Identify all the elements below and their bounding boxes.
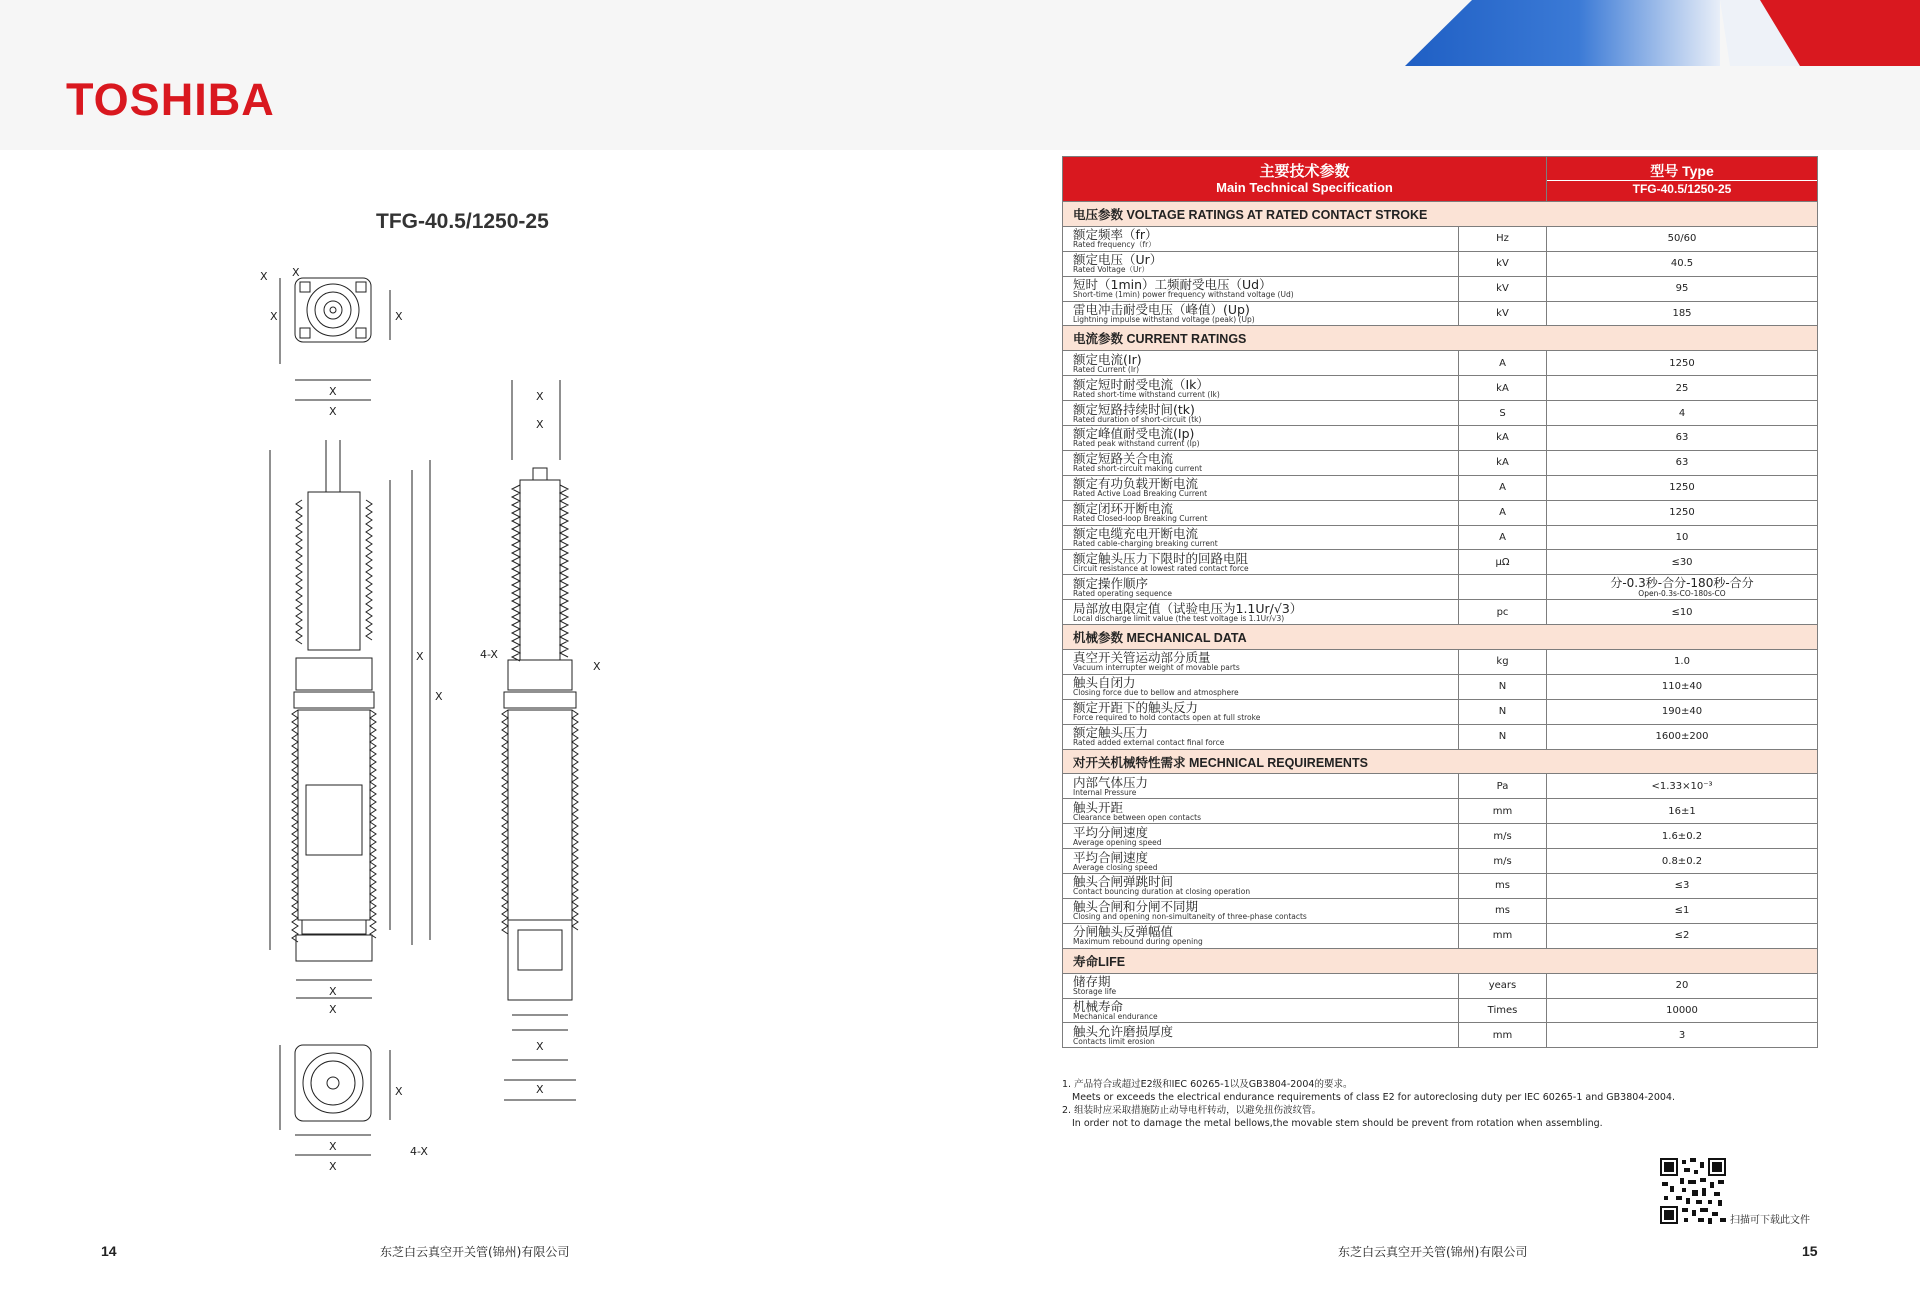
param-value: 1600±200 xyxy=(1547,724,1818,749)
param-name-cell xyxy=(1063,226,1459,251)
param-name-cell xyxy=(1063,650,1459,675)
param-name-en: Short-time (1min) power frequency withstand voltage (Ud) xyxy=(1073,290,1294,300)
table-row xyxy=(1063,450,1818,475)
param-name-cn: 内部气体压力 xyxy=(1073,774,1149,790)
type-label: 型号 Type xyxy=(1650,162,1714,179)
dim-label: X xyxy=(395,1085,403,1098)
param-unit: N xyxy=(1459,674,1547,699)
table-header-en: Main Technical Specification xyxy=(1216,180,1393,195)
section-header-row xyxy=(1063,948,1818,973)
table-row xyxy=(1063,650,1818,675)
dim-label: X xyxy=(329,405,337,418)
param-name-en: Rated operating sequence xyxy=(1073,588,1173,598)
company-name-left: 东芝白云真空开关管(锦州)有限公司 xyxy=(380,1245,570,1259)
table-header-cn: 主要技术参数 xyxy=(1259,163,1350,180)
param-name-cn: 额定触头压力 xyxy=(1073,725,1149,741)
table-row xyxy=(1063,475,1818,500)
dim-label: X xyxy=(270,310,278,323)
note-line: 1. 产品符合或超过E2级和IEC 60265-1以及GB3804-2004的要求。 xyxy=(1062,1079,1353,1090)
param-value: 4 xyxy=(1547,401,1818,426)
param-name-cn: 短时（1min）工频耐受电压（Ud） xyxy=(1073,277,1272,293)
dim-label: X xyxy=(292,266,300,279)
param-name-cell xyxy=(1063,998,1459,1023)
param-name-cell xyxy=(1063,874,1459,899)
param-value: ≤2 xyxy=(1547,923,1818,948)
section-title: 寿命LIFE xyxy=(1063,948,1818,973)
param-unit: Times xyxy=(1459,998,1547,1023)
param-value: 16±1 xyxy=(1547,799,1818,824)
dim-label: X xyxy=(329,1140,337,1153)
dim-label: X xyxy=(329,1003,337,1016)
spec-table xyxy=(1062,156,1818,1048)
param-name-cn: 额定操作顺序 xyxy=(1073,575,1149,591)
param-value: 1250 xyxy=(1547,351,1818,376)
param-name-cell xyxy=(1063,923,1459,948)
param-unit: kA xyxy=(1459,426,1547,451)
table-row xyxy=(1063,276,1818,301)
param-unit: mm xyxy=(1459,799,1547,824)
param-value: 1.0 xyxy=(1547,650,1818,675)
param-name-cn: 机械寿命 xyxy=(1073,998,1124,1014)
param-value: 25 xyxy=(1547,376,1818,401)
table-row xyxy=(1063,998,1818,1023)
param-unit: kA xyxy=(1459,450,1547,475)
table-row xyxy=(1063,898,1818,923)
section-header-row xyxy=(1063,202,1818,227)
param-name-cn: 触头允许磨损厚度 xyxy=(1073,1023,1174,1039)
param-name-cn: 平均合闸速度 xyxy=(1073,849,1149,865)
param-name-cn: 触头合闸和分闸不同期 xyxy=(1073,899,1199,915)
param-unit: kV xyxy=(1459,276,1547,301)
param-name-en: Rated short-time withstand current (Ik) xyxy=(1073,389,1220,399)
param-name-cell xyxy=(1063,426,1459,451)
param-name-cn: 真空开关管运动部分质量 xyxy=(1073,650,1211,666)
dim-label: 4-X xyxy=(480,648,498,661)
param-value: ≤10 xyxy=(1547,600,1818,625)
param-name-en: Circuit resistance at lowest rated contact force xyxy=(1073,563,1249,573)
param-value: 10000 xyxy=(1547,998,1818,1023)
note-line: 2. 组装时应采取措施防止动导电杆转动，以避免扭伤波纹管。 xyxy=(1062,1105,1322,1116)
param-name-cn: 额定短路持续时间(tk) xyxy=(1073,401,1195,417)
param-name-cell xyxy=(1063,525,1459,550)
param-name-cn: 平均分闸速度 xyxy=(1073,824,1149,840)
dim-label: X xyxy=(260,270,268,283)
table-row xyxy=(1063,849,1818,874)
table-row xyxy=(1063,351,1818,376)
param-unit: ms xyxy=(1459,874,1547,899)
param-unit: mm xyxy=(1459,1023,1547,1048)
param-name-cell xyxy=(1063,376,1459,401)
param-name-cell xyxy=(1063,401,1459,426)
dim-label: X xyxy=(536,1040,544,1053)
param-value: 190±40 xyxy=(1547,699,1818,724)
bottom-view-drawing xyxy=(280,1045,390,1155)
param-name-en: Vacuum interrupter weight of movable parts xyxy=(1073,663,1240,673)
table-header-row xyxy=(1063,157,1818,202)
param-unit: kV xyxy=(1459,301,1547,326)
param-name-cell xyxy=(1063,276,1459,301)
param-name-cell xyxy=(1063,1023,1459,1048)
table-row xyxy=(1063,226,1818,251)
param-name-cell xyxy=(1063,674,1459,699)
param-unit: pc xyxy=(1459,600,1547,625)
section-header-row xyxy=(1063,749,1818,774)
dim-label: X xyxy=(395,310,403,323)
footnotes xyxy=(1062,1078,1675,1130)
page-number-left: 14 xyxy=(101,1243,117,1259)
table-row xyxy=(1063,376,1818,401)
param-name-en: Maximum rebound during opening xyxy=(1073,937,1203,947)
param-name-en: Internal Pressure xyxy=(1073,787,1137,797)
param-name-en: Rated duration of short-circuit (tk) xyxy=(1073,414,1202,424)
table-row xyxy=(1063,575,1818,600)
param-name-en: Rated Closed-loop Breaking Current xyxy=(1073,514,1208,524)
param-name-cn: 额定峰值耐受电流(Ip) xyxy=(1073,426,1195,442)
param-value-sub: Open-0.3s-CO-180s-CO xyxy=(1638,588,1726,598)
param-name-en: Contact bouncing duration at closing operation xyxy=(1073,887,1251,897)
param-value: 63 xyxy=(1547,450,1818,475)
param-value: 63 xyxy=(1547,426,1818,451)
param-value: 0.8±0.2 xyxy=(1547,849,1818,874)
param-name-en: Mechanical endurance xyxy=(1073,1011,1158,1021)
toshiba-logo: TOSHIBA xyxy=(66,74,275,125)
param-name-en: Local discharge limit value (the test voltage is 1.1Ur/√3) xyxy=(1073,613,1285,623)
table-row xyxy=(1063,600,1818,625)
param-name-en: Force required to hold contacts open at full stroke xyxy=(1073,713,1261,723)
param-value: 1250 xyxy=(1547,500,1818,525)
qr-label: 扫描可下载此文件 xyxy=(1730,1215,1810,1226)
param-name-cn: 额定短时耐受电流（Ik） xyxy=(1073,376,1209,392)
param-name-en: Contacts limit erosion xyxy=(1073,1036,1155,1046)
table-row xyxy=(1063,251,1818,276)
param-unit: Hz xyxy=(1459,226,1547,251)
table-row xyxy=(1063,426,1818,451)
param-unit: kV xyxy=(1459,251,1547,276)
model-title: TFG-40.5/1250-25 xyxy=(376,210,549,233)
table-row xyxy=(1063,724,1818,749)
param-value: 分-0.3秒-合分-180秒-合分 xyxy=(1610,575,1754,590)
param-unit xyxy=(1459,575,1547,600)
param-name-en: Lightning impulse withstand voltage (peak) (Up) xyxy=(1073,315,1255,324)
param-value: 110±40 xyxy=(1547,674,1818,699)
dim-label: X xyxy=(536,1083,544,1096)
param-unit: Pa xyxy=(1459,774,1547,799)
param-name-cn: 触头自闭力 xyxy=(1073,675,1136,691)
table-row xyxy=(1063,699,1818,724)
param-value: 1250 xyxy=(1547,475,1818,500)
param-name-cell xyxy=(1063,351,1459,376)
page-number-right: 15 xyxy=(1802,1243,1818,1259)
param-name-cn: 局部放电限定值（试验电压为1.1Ur/√3） xyxy=(1073,600,1303,616)
param-value: <1.33×10⁻³ xyxy=(1547,774,1818,799)
param-name-cell xyxy=(1063,550,1459,575)
param-name-cell xyxy=(1063,824,1459,849)
technical-drawings xyxy=(240,230,740,1180)
param-name-cn: 雷电冲击耐受电压（峰值）(Up) xyxy=(1073,302,1250,317)
param-name-en: Rated Voltage（Ur） xyxy=(1073,265,1150,275)
param-unit: ms xyxy=(1459,898,1547,923)
param-name-cell xyxy=(1063,799,1459,824)
param-unit: N xyxy=(1459,724,1547,749)
right-view-drawing xyxy=(502,380,578,1100)
param-name-cell xyxy=(1063,575,1459,600)
dim-label: X xyxy=(329,385,337,398)
param-name-en: Rated cable-charging breaking current xyxy=(1073,539,1218,549)
param-unit: kA xyxy=(1459,376,1547,401)
table-row xyxy=(1063,799,1818,824)
param-unit: A xyxy=(1459,525,1547,550)
param-name-cell xyxy=(1063,973,1459,998)
param-name-cn: 额定短路关合电流 xyxy=(1073,451,1174,467)
param-value: ≤30 xyxy=(1547,550,1818,575)
param-name-en: Closing force due to bellow and atmosphere xyxy=(1073,688,1239,698)
type-header-cell xyxy=(1547,157,1818,202)
param-name-cn: 储存期 xyxy=(1073,974,1111,990)
section-title: 电流参数 CURRENT RATINGS xyxy=(1063,326,1818,351)
param-name-cell xyxy=(1063,849,1459,874)
param-name-en: Rated peak withstand current (Ip) xyxy=(1073,439,1200,449)
section-title: 对开关机械特性需求 MECHNICAL REQUIREMENTS xyxy=(1063,749,1818,774)
param-value: 185 xyxy=(1547,301,1818,326)
param-value: ≤3 xyxy=(1547,874,1818,899)
dim-label: X xyxy=(536,418,544,431)
param-name-en: Closing and opening non-simultaneity of three-phase contacts xyxy=(1073,912,1307,922)
param-name-cn: 额定闭环开断电流 xyxy=(1073,501,1174,517)
table-row xyxy=(1063,824,1818,849)
note-line: In order not to damage the metal bellows,the movable stem should be prevent from rotation when assembling. xyxy=(1072,1118,1603,1129)
param-name-cell xyxy=(1063,699,1459,724)
param-unit: μΩ xyxy=(1459,550,1547,575)
param-value: 50/60 xyxy=(1547,226,1818,251)
param-name-cn: 额定电缆充电开断电流 xyxy=(1073,526,1199,542)
spec-header-cell xyxy=(1063,157,1547,202)
section-header-row xyxy=(1063,326,1818,351)
param-name-en: Rated Current (Ir) xyxy=(1073,364,1140,374)
param-name-cell xyxy=(1063,774,1459,799)
param-name-cn: 额定频率（fr） xyxy=(1073,227,1158,243)
table-row xyxy=(1063,500,1818,525)
param-unit: kg xyxy=(1459,650,1547,675)
dim-label: 4-X xyxy=(410,1145,428,1158)
param-unit: mm xyxy=(1459,923,1547,948)
table-row xyxy=(1063,525,1818,550)
table-row xyxy=(1063,973,1818,998)
table-row xyxy=(1063,923,1818,948)
param-value: 95 xyxy=(1547,276,1818,301)
param-name-en: Clearance between open contacts xyxy=(1073,812,1201,822)
header-banner-graphic xyxy=(1360,0,1920,66)
param-name-cn: 额定开距下的触头反力 xyxy=(1073,700,1199,716)
param-value: 40.5 xyxy=(1547,251,1818,276)
side-view-drawing xyxy=(270,440,430,998)
top-view-drawing xyxy=(280,278,390,400)
table-row xyxy=(1063,774,1818,799)
dim-label: X xyxy=(435,690,443,703)
dim-label: X xyxy=(593,660,601,673)
param-name-cell xyxy=(1063,600,1459,625)
param-value: ≤1 xyxy=(1547,898,1818,923)
param-name-cell xyxy=(1063,898,1459,923)
param-name-cn: 触头合闸弹跳时间 xyxy=(1073,874,1174,890)
param-name-cn: 触头开距 xyxy=(1073,799,1124,815)
param-unit: A xyxy=(1459,351,1547,376)
table-row xyxy=(1063,874,1818,899)
table-row xyxy=(1063,550,1818,575)
table-row xyxy=(1063,1023,1818,1048)
param-name-cn: 额定有功负载开断电流 xyxy=(1073,476,1199,492)
section-title: 机械参数 MECHANICAL DATA xyxy=(1063,625,1818,650)
dim-label: X xyxy=(536,390,544,403)
param-unit: A xyxy=(1459,500,1547,525)
param-value: 10 xyxy=(1547,525,1818,550)
param-unit: years xyxy=(1459,973,1547,998)
param-name-cell xyxy=(1063,301,1459,326)
param-value: 20 xyxy=(1547,973,1818,998)
type-value: TFG-40.5/1250-25 xyxy=(1547,180,1817,197)
dim-label: X xyxy=(329,1160,337,1173)
param-name-cell xyxy=(1063,251,1459,276)
qr-code[interactable] xyxy=(1660,1158,1726,1224)
param-name-en: Rated short-circuit making current xyxy=(1073,464,1203,474)
dim-label: X xyxy=(329,985,337,998)
company-name-right: 东芝白云真空开关管(锦州)有限公司 xyxy=(1338,1245,1528,1259)
param-name-en: Average opening speed xyxy=(1073,837,1162,847)
param-unit: S xyxy=(1459,401,1547,426)
param-name-cell xyxy=(1063,500,1459,525)
dim-label: X xyxy=(416,650,424,663)
param-unit: m/s xyxy=(1459,849,1547,874)
param-value: 3 xyxy=(1547,1023,1818,1048)
param-name-cell xyxy=(1063,724,1459,749)
section-title: 电压参数 VOLTAGE RATINGS AT RATED CONTACT STROKE xyxy=(1063,202,1818,227)
param-name-en: Rated added external contact final force xyxy=(1073,738,1225,748)
param-unit: A xyxy=(1459,475,1547,500)
param-name-cell xyxy=(1063,450,1459,475)
param-value-cell xyxy=(1547,575,1818,600)
param-name-en: Average closing speed xyxy=(1073,862,1158,872)
param-unit: m/s xyxy=(1459,824,1547,849)
param-name-cn: 额定电压（Ur） xyxy=(1073,252,1163,268)
param-name-cn: 额定触头压力下限时的回路电阻 xyxy=(1073,550,1249,566)
param-unit: N xyxy=(1459,699,1547,724)
param-name-en: Rated Active Load Breaking Current xyxy=(1073,489,1208,499)
param-name-cn: 分闸触头反弹幅值 xyxy=(1073,924,1174,940)
table-row xyxy=(1063,301,1818,326)
param-name-cn: 额定电流(Ir) xyxy=(1073,351,1142,367)
param-name-cell xyxy=(1063,475,1459,500)
table-row xyxy=(1063,674,1818,699)
note-line: Meets or exceeds the electrical endurance requirements of class E2 for autoreclosing duty per IEC 60265-1 and GB3804-2004. xyxy=(1072,1092,1675,1103)
param-name-en: Storage life xyxy=(1073,987,1117,997)
param-value: 1.6±0.2 xyxy=(1547,824,1818,849)
param-name-en: Rated frequency（fr） xyxy=(1073,240,1156,250)
table-row xyxy=(1063,401,1818,426)
section-header-row xyxy=(1063,625,1818,650)
